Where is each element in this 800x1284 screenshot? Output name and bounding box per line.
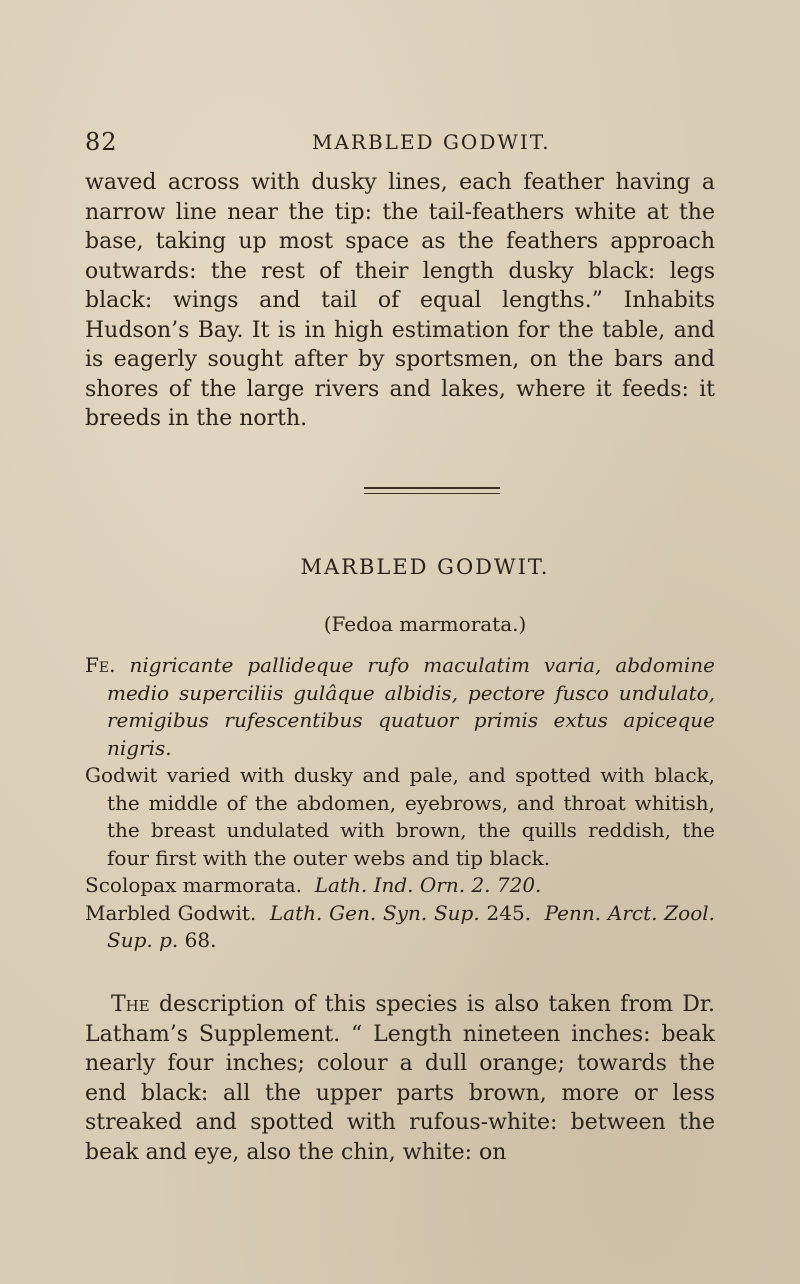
paragraph-text: description of this species is also taken from Dr. Latham’s Supplement. “ Length nineteen inches: beak nearly four inches; colour a dull orange; towards the end black: all the upper parts brown, more or less streaked and spotted with rufous-white: between the beak and eye, also the chin, white: on [85, 992, 715, 1165]
english-description: Godwit varied with dusky and pale, and spotted with black, the middle of the abdomen, eyebrows, and throat whitish, the breast undulated with brown, the quills reddish, the four first with the outer webs and tip black. [85, 763, 715, 870]
latin-description [85, 652, 715, 762]
fe-label: Fe. [85, 653, 116, 677]
section-title: MARBLED GODWIT. [300, 555, 550, 579]
running-title: MARBLED GODWIT. [312, 130, 551, 154]
latin-name: (Fedoa marmorata.) [323, 612, 527, 636]
synonym-page: 68. [184, 928, 217, 952]
synonym-reference: Lath. Gen. Syn. Sup. [269, 900, 480, 925]
species-entries [85, 652, 715, 955]
synonym-scolopax [85, 872, 715, 900]
running-head [0, 128, 800, 158]
paragraph-lead: The [111, 992, 150, 1017]
latin-description-text: nigricante pallideque rufo maculatim varia, abdomine medio superciliis gulâque albidis, pectore fusco undulato, remigibus rufescentibus quatuor primis extus apiceque nigris. [107, 653, 715, 760]
section-divider [364, 487, 500, 489]
synonym-reference: Penn. Arct. Zool. Sup. p. [107, 900, 716, 952]
synonym-marbled-godwit [85, 900, 715, 955]
synonym-reference: Lath. Ind. Orn. [314, 873, 466, 897]
synonym-page: 245. [486, 900, 532, 925]
paragraph-description [85, 990, 715, 1167]
synonym-page: 2. 720. [471, 873, 542, 897]
paragraph-continued: waved across with dusky lines, each feather having a narrow line near the tip: the tail-feathers white at the base, taking up most space as the feathers approach outwards: the rest of their length dusky black: legs black: wings and tail of equal lengths.” Inhabits Hudson’s Bay. It is in high estimation for the table, and is eagerly sought after by sportsmen, on the bars and shores of the large rivers and lakes, where it feeds: it breeds in the north. [85, 170, 715, 431]
synonym-name: Scolopax marmorata. [85, 873, 303, 897]
synonym-name: Marbled Godwit. [85, 900, 257, 925]
page-number: 82 [85, 128, 118, 156]
